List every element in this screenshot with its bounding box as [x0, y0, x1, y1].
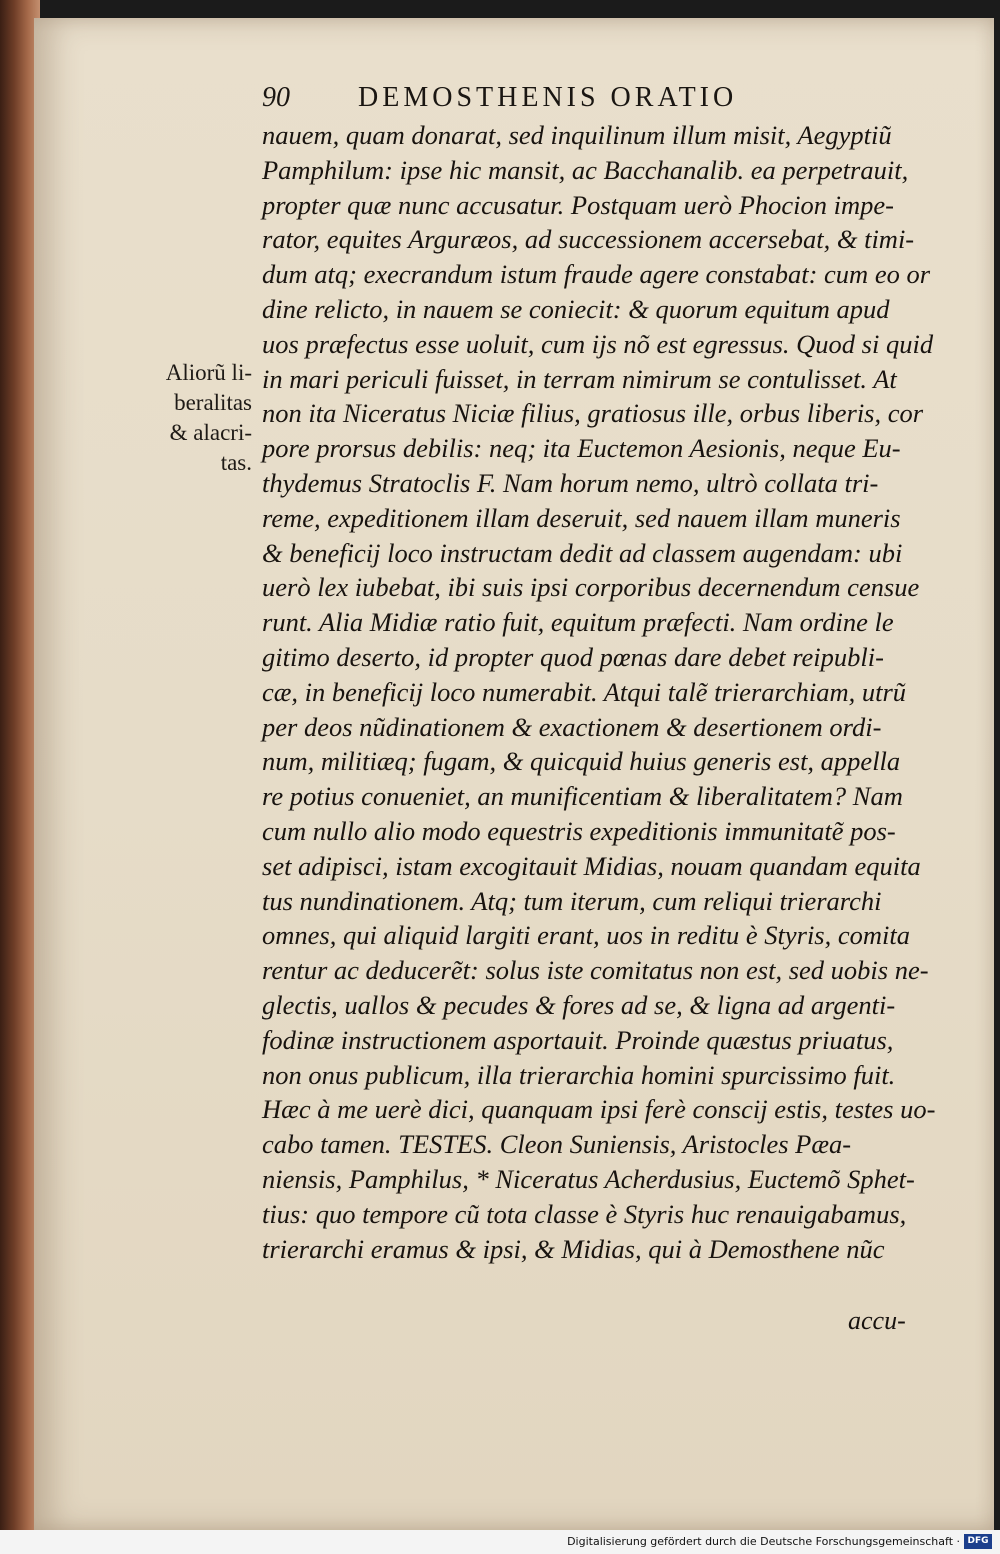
- body-text: [262, 118, 936, 1266]
- text-line: glectis, uallos & pecudes & fores ad se, & ligna ad argenti-: [262, 989, 896, 1020]
- catchword: accu-: [848, 1306, 906, 1335]
- margin-note-line: tas.: [220, 450, 252, 475]
- dfg-logo: DFG: [964, 1534, 992, 1549]
- text-line: thydemus Stratoclis F. Nam horum nemo, ultrò collata tri-: [262, 467, 879, 498]
- margin-note-line: beralitas: [174, 390, 252, 415]
- text-line: fodinæ instructionem asportauit. Proinde quæstus priuatus,: [262, 1024, 894, 1055]
- text-line: runt. Alia Midiæ ratio fuit, equitum præfecti. Nam ordine le: [262, 607, 894, 638]
- text-line: re potius conueniet, an munificentiam & liberalitatem? Nam: [262, 781, 903, 812]
- text-line: trierarchi eramus & ipsi, & Midias, qui à Demosthene nũc: [262, 1233, 885, 1264]
- running-title: DEMOSTHENIS ORATIO: [358, 82, 738, 113]
- funding-credit: Digitalisierung gefördert durch die Deutsche Forschungsgemeinschaft ·: [567, 1535, 960, 1548]
- page-header: [262, 80, 922, 120]
- text-line: cæ, in beneficij loco numerabit. Atqui talẽ trierarchiam, utrũ: [262, 676, 907, 707]
- margin-note: [120, 358, 252, 478]
- margin-note-line: Aliorũ li-: [165, 360, 252, 385]
- text-line: Pamphilum: ipse hic mansit, ac Bacchanalib. ea perpetrauit,: [262, 154, 909, 185]
- text-line: Hæc à me uerè dici, quanquam ipsi ferè conscij estis, testes uo-: [262, 1094, 936, 1125]
- text-line: non onus publicum, illa trierarchia homini spurcissimo fuit.: [262, 1059, 896, 1090]
- text-line: cabo tamen. TESTES. Cleon Suniensis, Aristocles Pæa-: [262, 1129, 852, 1160]
- text-line: rator, equites Arguræos, ad successionem accersebat, & timi-: [262, 224, 915, 255]
- text-line: non ita Niceratus Niciæ filius, gratiosus ille, orbus liberis, cor: [262, 398, 924, 429]
- text-line: omnes, qui aliquid largiti erant, uos in reditu è Styris, comita: [262, 920, 910, 951]
- text-line: & beneficij loco instructam dedit ad classem augendam: ubi: [262, 537, 903, 568]
- text-line: num, militiæq; fugam, & quicquid huius generis est, appella: [262, 746, 901, 777]
- text-line: propter quæ nunc accusatur. Postquam uerò Phocion impe-: [262, 189, 895, 220]
- text-line: rentur ac deducerẽt: solus iste comitatus non est, sed uobis ne-: [262, 955, 929, 986]
- margin-note-line: & alacri-: [169, 420, 252, 445]
- text-line: per deos nũdinationem & exactionem & desertionem ordi-: [262, 711, 882, 742]
- text-line: tius: quo tempore cũ tota classe è Styris huc renauigabamus,: [262, 1198, 907, 1229]
- text-line: dine relicto, in nauem se coniecit: & quorum equitum apud: [262, 293, 890, 324]
- text-line: tus nundinationem. Atq; tum iterum, cum reliqui trierarchi: [262, 885, 882, 916]
- text-line: nauem, quam donarat, sed inquilinum illum misit, Aegyptiũ: [262, 120, 892, 150]
- text-line: set adipisci, istam excogitauit Midias, nouam quandam equita: [262, 850, 921, 881]
- text-line: gitimo deserto, id propter quod pœnas dare debet reipubli-: [262, 641, 884, 672]
- text-line: dum atq; execrandum istum fraude agere constabat: cum eo or: [262, 259, 931, 290]
- text-line: uerò lex iubebat, ibi suis ipsi corporibus decernendum censue: [262, 572, 920, 603]
- text-line: pore prorsus debilis: neq; ita Euctemon Aesionis, neque Eu-: [262, 433, 901, 464]
- digitization-footer: [0, 1530, 1000, 1554]
- text-line: in mari periculi fuisset, in terram nimirum se contulisset. At: [262, 363, 897, 394]
- text-line: uos præfectus esse uoluit, cum ijs nõ est egressus. Quod si quid: [262, 328, 934, 359]
- text-line: reme, expeditionem illam deseruit, sed nauem illam muneris: [262, 502, 901, 533]
- text-line: niensis, Pamphilus, * Niceratus Acherdusius, Euctemõ Sphet-: [262, 1163, 915, 1194]
- text-line: cum nullo alio modo equestris expeditionis immunitatẽ pos-: [262, 815, 896, 846]
- page-number: 90: [262, 82, 290, 113]
